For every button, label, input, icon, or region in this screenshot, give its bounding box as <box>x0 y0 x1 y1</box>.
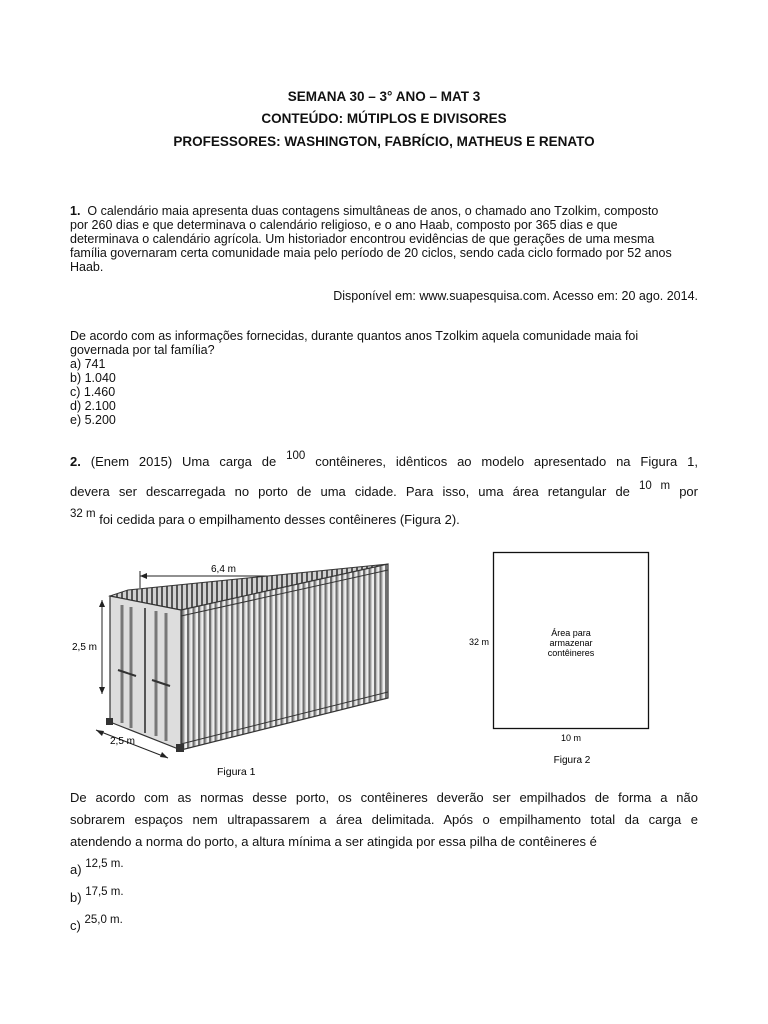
q2-option-c <box>70 914 698 933</box>
question-1-question <box>70 329 710 427</box>
q2-option-value: 25,0 m. <box>84 914 123 926</box>
q1-line: família governaram certa comunidade maia pelo período de 20 ciclos, sendo cada ciclo formado por 52 anos <box>70 246 672 260</box>
q1-option: e) 5.200 <box>70 413 116 427</box>
header-line-2: CONTEÚDO: MÚTIPLOS E DIVISORES <box>261 111 507 126</box>
q1-option: a) 741 <box>70 357 106 371</box>
q1-question-line: governada por tal família? <box>70 343 215 357</box>
q2-text: por <box>679 484 698 499</box>
figure-1-caption: Figura 1 <box>217 766 256 778</box>
fig2-inner-line: contêineres <box>547 648 595 658</box>
q1-option: c) 1.460 <box>70 385 116 399</box>
q2-option-b <box>70 886 698 905</box>
figure-1-container <box>66 558 406 780</box>
fig2-inner-line: armazenar <box>549 638 593 648</box>
q2-text: contêineres, idênticos ao modelo apresentado na Figura 1, <box>315 454 698 469</box>
question-1-number: 1. <box>70 204 81 218</box>
fig2-dim-bottom-label: 10 m <box>560 733 582 743</box>
dim-top-label: 6,4 m <box>211 564 237 575</box>
q2-number-10m: 10 m <box>639 480 671 492</box>
q2-option-a <box>70 858 698 877</box>
q2-text: devera ser descarregada no porto de uma cidade. Para isso, uma área retangular de <box>70 484 630 499</box>
fig2-inner-line: Área para <box>551 628 591 638</box>
q2-text: foi cedida para o empilhamento desses contêineres (Figura 2). <box>99 512 460 527</box>
q2-option-letter: a) <box>70 862 82 877</box>
question-2-statement <box>70 787 698 853</box>
q2-after-line: atendendo a norma do porto, a altura mínima a ser atingida por essa pilha de contêineres é <box>70 834 597 849</box>
q2-option-value: 17,5 m. <box>85 886 124 898</box>
question-2-number: 2. <box>70 454 81 469</box>
dim-left-label: 2,5 m <box>72 642 98 653</box>
question-1-source: Disponível em: www.suapesquisa.com. Acesso em: 20 ago. 2014. <box>333 289 698 303</box>
q1-line: por 260 dias e que determinava o calendário religioso, e o ano Haab, composto por 365 dias e que <box>70 218 618 232</box>
q2-number-100: 100 <box>286 450 306 462</box>
question-2-line-1 <box>70 450 698 469</box>
q2-option-letter: c) <box>70 918 81 933</box>
fig2-dim-left-label: 32 m <box>469 637 490 647</box>
q1-line: Haab. <box>70 260 104 274</box>
question-2-line-3 <box>70 508 698 527</box>
q2-option-value: 12,5 m. <box>85 858 124 870</box>
header-line-1: SEMANA 30 – 3° ANO – MAT 3 <box>287 89 481 104</box>
figure-2-area <box>462 548 684 770</box>
q1-question-line: De acordo com as informações fornecidas, durante quantos anos Tzolkim aquela comunidade maia foi <box>70 329 639 343</box>
q1-line: O calendário maia apresenta duas contagens simultâneas de anos, o chamado ano Tzolkim, composto <box>87 204 659 218</box>
q1-line: determinava o calendário agrícola. Um historiador encontrou evidências de que gerações de uma mesma <box>70 232 655 246</box>
q2-number-32m: 32 m <box>70 508 96 520</box>
figure-2-caption: Figura 2 <box>553 755 591 766</box>
q2-after-line: sobrarem espaços nem ultrapassarem a área delimitada. Após o empilhamento total da carga e <box>70 812 698 827</box>
q2-text: (Enem 2015) Uma carga de <box>90 454 277 469</box>
question-2-line-2 <box>70 480 698 499</box>
q1-option: b) 1.040 <box>70 371 116 385</box>
q1-option: d) 2.100 <box>70 399 116 413</box>
dim-bottom-label: 2,5 m <box>110 736 136 747</box>
question-1-text <box>70 204 710 274</box>
q2-after-line: De acordo com as normas desse porto, os contêineres deverão ser empilhados de forma a não <box>70 790 698 805</box>
header-line-3: PROFESSORES: WASHINGTON, FABRÍCIO, MATHEUS E RENATO <box>173 134 595 149</box>
q2-option-letter: b) <box>70 890 82 905</box>
